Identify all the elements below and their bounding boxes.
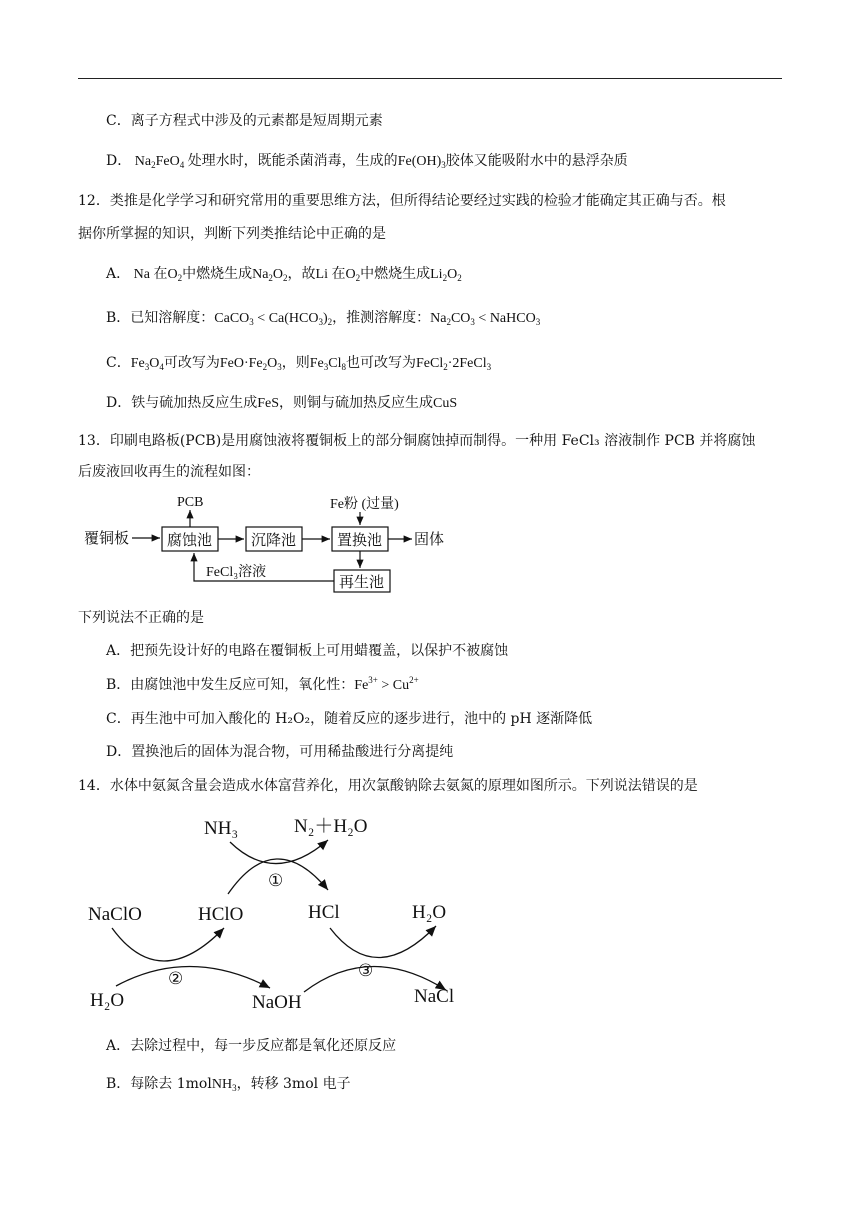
q12-option-c: C．$Fe_3O_4$可改写为$FeO\cdot Fe_2O_3$，则$Fe_3Cl_8$也可改写为FeCl$_2$·2FeCl$_3$ — [106, 355, 492, 372]
flow-input-label: 覆铜板 — [84, 531, 130, 547]
q13-option-c: C．再生池中可加入酸化的 H₂O₂，随着反应的逐步进行，池中的 pH 逐渐降低 — [106, 711, 593, 727]
fe-powder-label: Fe粉 (过量) — [330, 497, 399, 512]
q13-option-b: B．由腐蚀池中发生反应可知，氧化性：$Fe^{3+} > Cu^{2+}$ — [106, 675, 419, 693]
q14-stem: 14．水体中氨氮含量会造成水体富营养化，用次氯酸钠除去氨氮的原理如图所示。下列说法错误的是 — [78, 778, 698, 794]
q13-stem-line2: 后废液回收再生的流程如图： — [78, 464, 260, 480]
q13-option-a: A．把预先设计好的电路在覆铜板上可用蜡覆盖，以保护不被腐蚀 — [106, 643, 509, 659]
q14-option-a: A．去除过程中，每一步反应都是氧化还原反应 — [106, 1038, 397, 1054]
q11-option-d: D． $Na_2FeO_4$ 处理水时，既能杀菌消毒，生成的$Fe(OH)_3$胶体又能吸附水中的悬浮杂质 — [106, 153, 628, 170]
q12-option-a: A． Na 在$O_2$中燃烧生成$Na_2O_2$，故Li 在$O_2$中燃烧生成$Li_2O_2$ — [106, 266, 462, 283]
hcl-label: HCl — [308, 902, 340, 923]
ammonia-removal-cycle-diagram — [80, 806, 480, 1016]
naclo-label: NaClO — [88, 904, 142, 925]
step3-label: ③ — [358, 961, 374, 980]
q12-stem-line2: 据你所掌握的知识，判断下列类推结论中正确的是 — [78, 226, 386, 242]
pcb-flow-diagram — [78, 488, 458, 596]
nh3-label: NH₃ — [204, 818, 239, 839]
pcb-output-label: PCB — [177, 495, 204, 510]
q13-stem-line1: 13．印刷电路板(PCB)是用腐蚀液将覆铜板上的部分铜腐蚀掉而制得。一种用 FeCl₃ 溶液制作 PCB 并将腐蚀 — [78, 433, 756, 449]
q11-option-c: C．离子方程式中涉及的元素都是短周期元素 — [106, 113, 383, 129]
replace-tank-label: 置换池 — [337, 533, 383, 549]
settle-tank-label: 沉降池 — [251, 533, 297, 549]
nacl-label: NaCl — [414, 986, 455, 1007]
q14-option-b: B．每除去 1molNH$_3$，转移 3mol 电子 — [106, 1076, 351, 1093]
q12-option-d: D．铁与硫加热反应生成FeS，则铜与硫加热反应生成CuS — [106, 395, 458, 411]
solid-output-label: 固体 — [414, 532, 445, 548]
hclo-label: HClO — [198, 904, 244, 925]
q13-option-d: D．置换池后的固体为混合物，可用稀盐酸进行分离提纯 — [106, 744, 454, 760]
header-rule — [78, 78, 782, 79]
step2-label: ② — [168, 969, 184, 988]
corrode-tank-label: 腐蚀池 — [167, 533, 213, 549]
regen-tank-label: 再生池 — [339, 575, 385, 591]
h2o-left-label: H₂O — [90, 990, 125, 1011]
q12-option-b: B．已知溶解度：CaCO$_3$ < $Ca(HCO_3)_2$，推测溶解度：$Na_2CO_3$ < NaHCO$_3$ — [106, 310, 541, 327]
q13-prompt: 下列说法不正确的是 — [78, 610, 204, 626]
recycle-label: FeCl₃溶液 — [206, 565, 267, 580]
q12-stem-line1: 12．类推是化学学习和研究常用的重要思维方法，但所得结论要经过实践的检验才能确定其正确与否。根 — [78, 193, 726, 209]
h2o-right-label: H₂O — [412, 902, 447, 923]
n2-h2o-label: N₂＋H₂O — [294, 816, 368, 837]
naoh-label: NaOH — [252, 992, 302, 1013]
step1-label: ① — [268, 871, 284, 890]
